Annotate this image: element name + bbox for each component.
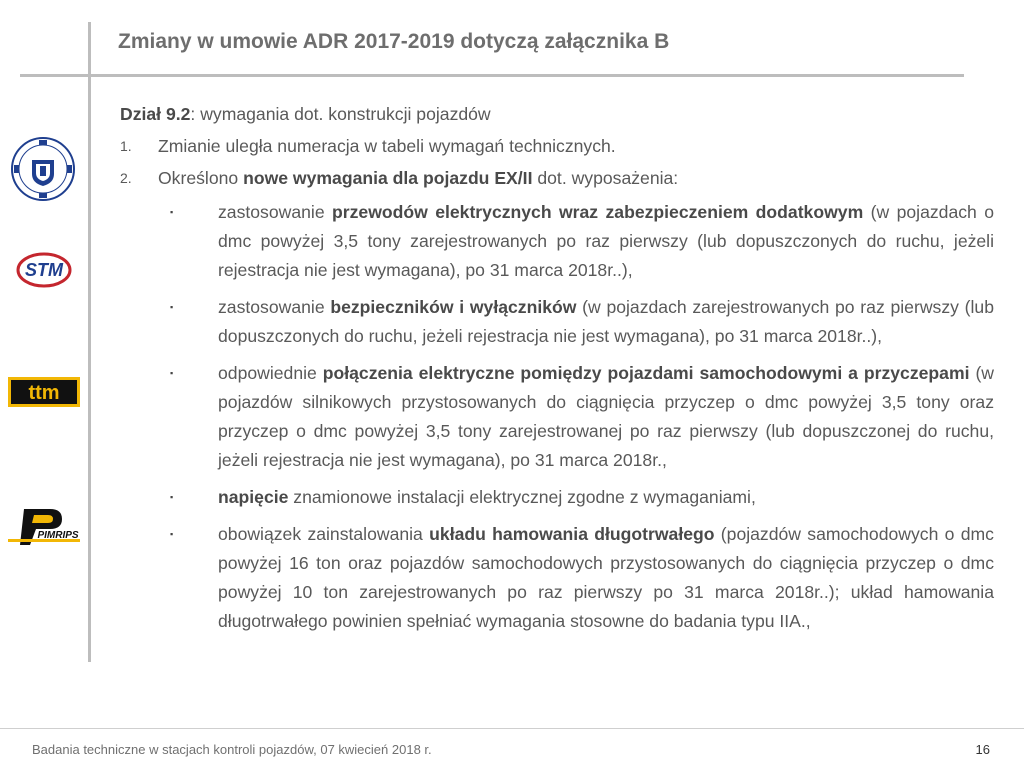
- item-number: 2.: [120, 170, 132, 186]
- list-item: [120, 293, 994, 351]
- bullet-icon: ▪: [170, 492, 174, 502]
- bullet-icon: ▪: [170, 368, 174, 378]
- numbered-item: [120, 164, 994, 192]
- list-item-text: zastosowanie bezpieczników i wyłączników (w pojazdach zarejestrowanych po raz pierwszy (lub dopuszczonych do ruchu, jeżeli rejestracja nie jest wymagana), po 31 marca 2018r..),: [218, 297, 994, 346]
- list-item: [120, 483, 994, 512]
- list-item-text: zastosowanie przewodów elektrycznych wraz zabezpieczeniem dodatkowym (w pojazdach o dmc powyżej 3,5 tony zarejestrowanych po raz pierwszy (lub dopuszczonych do ruchu, jeżeli rejestracja nie jest wymagana), po 31 marca 2018r..),: [218, 202, 994, 280]
- requirements-list: [120, 198, 994, 636]
- section-label: Dział 9.2: [120, 104, 191, 124]
- bullet-icon: ▪: [170, 207, 174, 217]
- slide-title: Zmiany w umowie ADR 2017-2019 dotyczą załącznika B: [118, 30, 670, 53]
- pimrips-logo-text: PIMRIPS: [37, 530, 79, 541]
- list-item-text: napięcie znamionowe instalacji elektrycznej zgodne z wymaganiami,: [218, 487, 756, 507]
- list-item: [120, 520, 994, 636]
- title-rule: [20, 74, 964, 77]
- item-text: Określono nowe wymagania dla pojazdu EX/II dot. wyposażenia:: [158, 168, 679, 188]
- ttm-logo: [8, 377, 80, 407]
- bullet-icon: ▪: [170, 302, 174, 312]
- list-item: [120, 198, 994, 285]
- list-item-text: odpowiednie połączenia elektryczne pomiędzy pojazdami samochodowymi a przyczepami (w pojazdów silnikowych przystosowanych do ciągnięcia przyczep o dmc powyżej 3,5 tony oraz przyczep o dmc powyżej 3,5 tony zarejestrowanej po raz pierwszy (lub dopuszczonej do ruchu, jeżeli rejestracja nie jest wymagana), po 31 marca 2018r.,: [218, 363, 995, 470]
- ttm-logo-text: ttm: [28, 382, 60, 404]
- bullet-icon: ▪: [170, 529, 174, 539]
- item-number: 1.: [120, 138, 132, 154]
- footer-caption: Badania techniczne w stacjach kontroli pojazdów, 07 kwiecień 2018 r.: [32, 742, 432, 757]
- item-text: Zmianie uległa numeracja w tabeli wymagań technicznych.: [158, 136, 616, 156]
- university-seal-logo: [10, 136, 76, 202]
- pimrips-logo: [6, 505, 82, 551]
- vertical-rule: [88, 22, 91, 662]
- numbered-item: [120, 132, 994, 160]
- list-item-text: obowiązek zainstalowania układu hamowania długotrwałego (pojazdów samochodowych o dmc powyżej 16 ton oraz pojazdów samochodowych przystosowanych do ciągnięcia przyczep o dmc powyżej 10 ton zarejestrowanych po raz pierwszy po 31 marca 2018r..); układ hamowania długotrwałego powinien spełniać wymagania stosowne do badania typu IIA.,: [218, 524, 994, 631]
- stm-logo: [16, 250, 72, 290]
- section-heading: [120, 100, 994, 128]
- stm-logo-text: STM: [25, 260, 63, 280]
- page-number: 16: [975, 742, 990, 757]
- list-item: [120, 359, 994, 475]
- section-description: : wymagania dot. konstrukcji pojazdów: [190, 104, 491, 124]
- footer-rule: [0, 728, 1024, 729]
- slide-body: [120, 100, 994, 644]
